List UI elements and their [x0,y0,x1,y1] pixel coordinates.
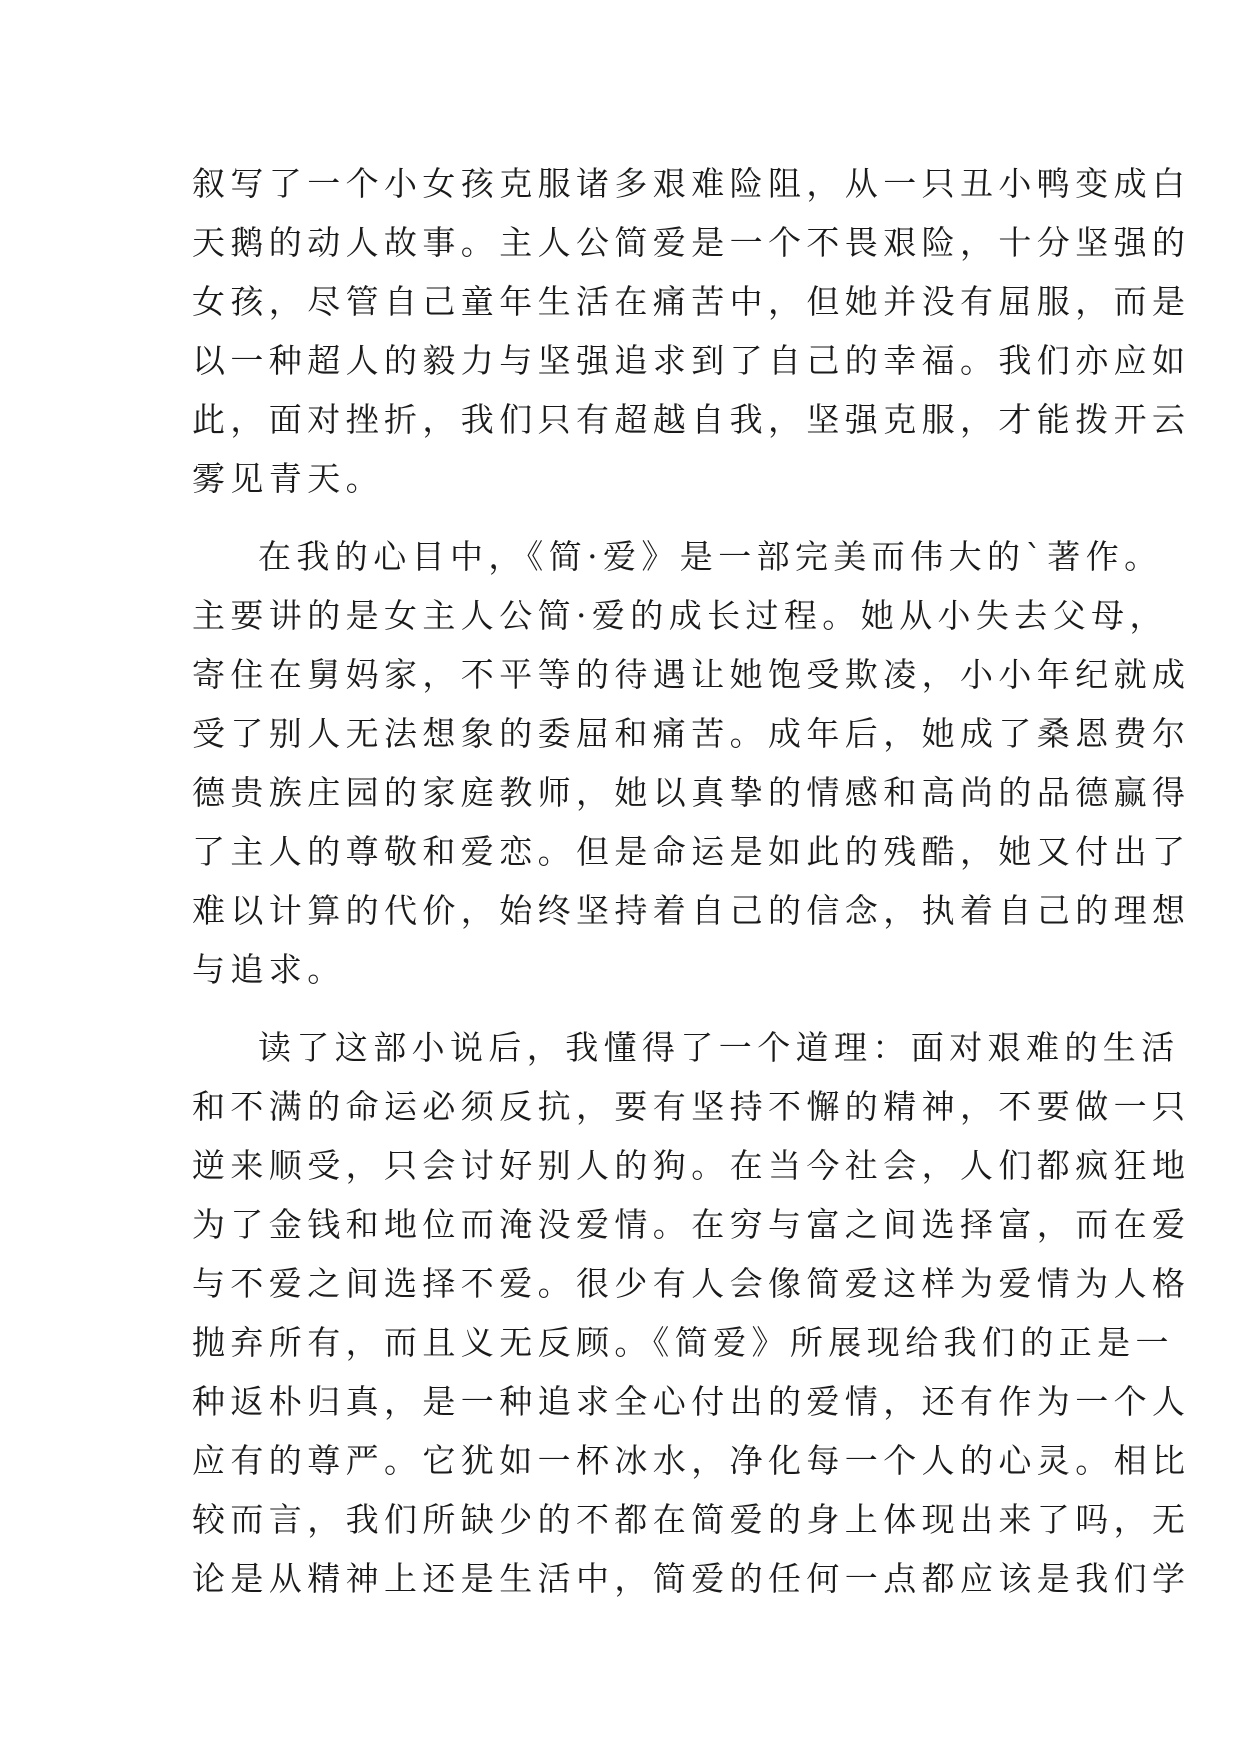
text-line: 寄住在舅妈家，不平等的待遇让她饱受欺凌，小小年纪就成 [192,655,1191,694]
text-line: 较而言，我们所缺少的不都在简爱的身上体现出来了吗，无 [192,1500,1191,1539]
text-line: 在我的心目中，《简·爱》是一部完美而伟大的`著作。 [258,537,1163,576]
text-line: 抛弃所有，而且义无反顾。《简爱》所展现给我们的正是一 [192,1323,1174,1362]
paragraph-spacer [192,999,1072,1018]
text-line: 与追求。 [192,950,346,989]
text-line: 与不爱之间选择不爱。很少有人会像简爱这样为爱情为人格 [192,1264,1191,1303]
text-line: 为了金钱和地位而淹没爱情。在穷与富之间选择富，而在爱 [192,1205,1191,1244]
text-line: 此，面对挫折，我们只有超越自我，坚强克服，才能拨开云 [192,400,1191,439]
paragraph-spacer [192,508,1072,527]
text-line: 德贵族庄园的家庭教师，她以真挚的情感和高尚的品德赢得 [192,773,1191,812]
text-line: 逆来顺受，只会讨好别人的狗。在当今社会，人们都疯狂地 [192,1146,1191,1185]
text-line: 论是从精神上还是生活中，简爱的任何一点都应该是我们学 [192,1559,1191,1598]
essay-body [192,154,1191,1608]
text-line: 雾见青天。 [192,459,384,498]
text-line: 主要讲的是女主人公简·爱的成长过程。她从小失去父母， [192,596,1168,635]
text-line: 以一种超人的毅力与坚强追求到了自己的幸福。我们亦应如 [192,341,1191,380]
text-line: 天鹅的动人故事。主人公简爱是一个不畏艰险，十分坚强的 [192,223,1191,262]
text-line: 应有的尊严。它犹如一杯冰水，净化每一个人的心灵。相比 [192,1441,1191,1480]
text-line: 和不满的命运必须反抗，要有坚持不懈的精神，不要做一只 [192,1087,1191,1126]
paragraph-2 [192,527,1191,999]
text-line: 了主人的尊敬和爱恋。但是命运是如此的残酷，她又付出了 [192,832,1191,871]
paragraph-1 [192,154,1191,508]
text-line: 女孩，尽管自己童年生活在痛苦中，但她并没有屈服，而是 [192,282,1191,321]
text-line: 种返朴归真，是一种追求全心付出的爱情，还有作为一个人 [192,1382,1191,1421]
text-line: 受了别人无法想象的委屈和痛苦。成年后，她成了桑恩费尔 [192,714,1191,753]
text-line: 难以计算的代价，始终坚持着自己的信念，执着自己的理想 [192,891,1191,930]
paragraph-3 [192,1018,1191,1608]
text-line: 叙写了一个小女孩克服诸多艰难险阻，从一只丑小鸭变成白 [192,164,1191,203]
text-line: 读了这部小说后，我懂得了一个道理：面对艰难的生活 [258,1028,1180,1067]
